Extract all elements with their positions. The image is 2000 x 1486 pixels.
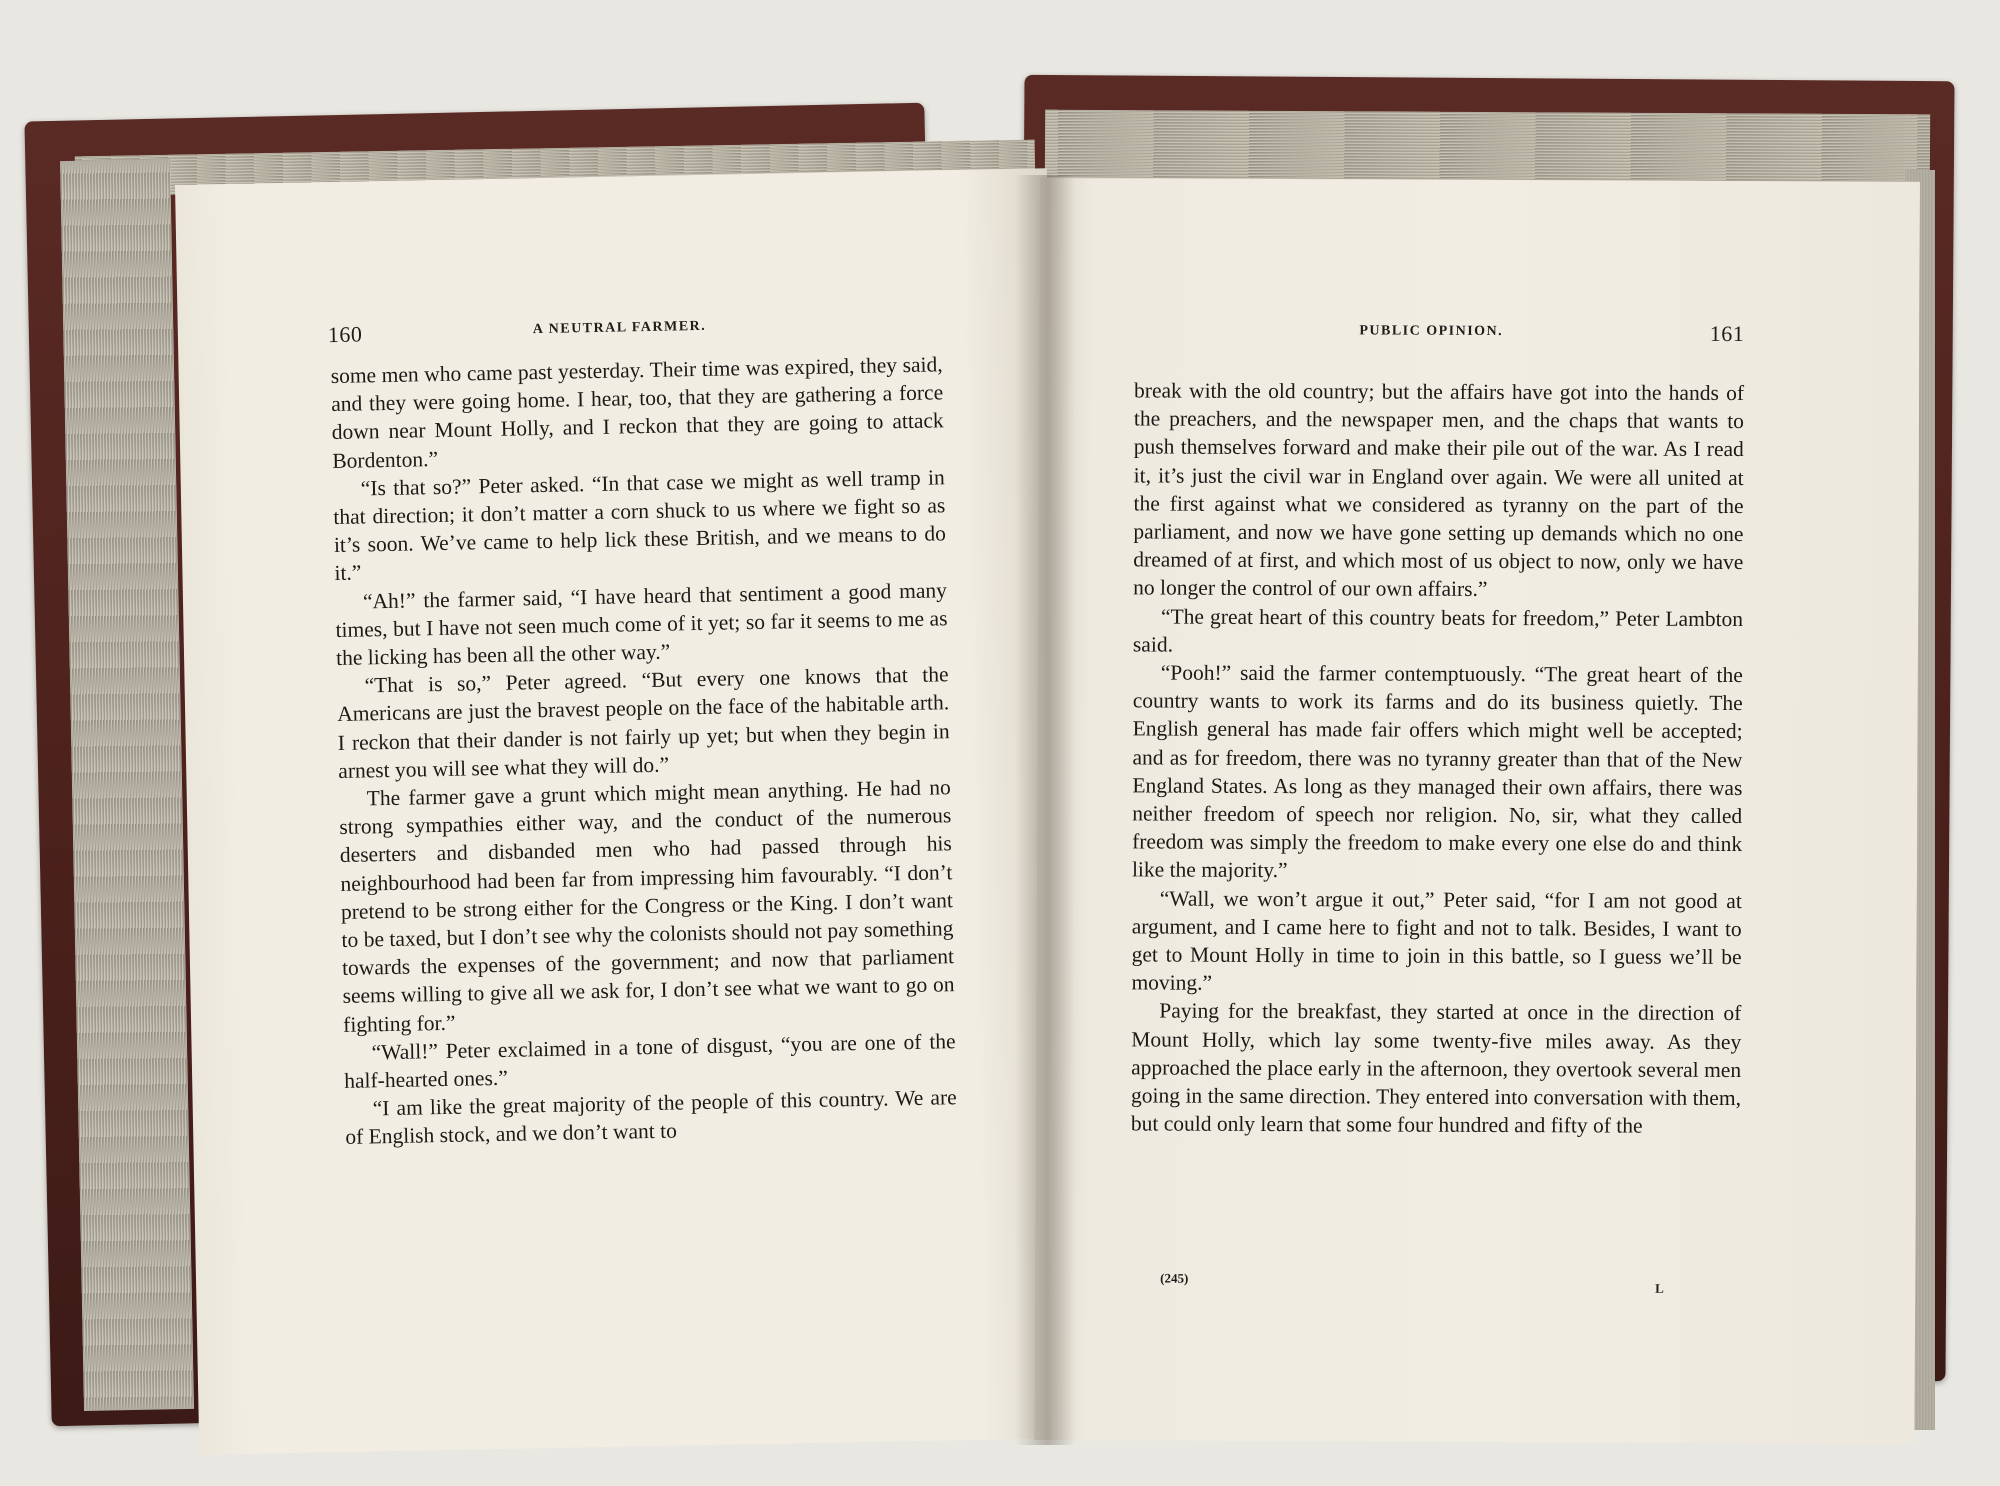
left-page-header (327, 311, 928, 348)
paragraph: “Is that so?” Peter asked. “In that case we might as well tramp in that direction; it don’t matter a corn shuck to us where we fight so as it’s soon. We’ve came to help lick these British, and we means to do it.” (333, 465, 947, 586)
paragraph: “I am like the great majority of the people of this country. We are of English stock, and we don’t want to (345, 1085, 957, 1150)
right-page-number: 161 (1709, 320, 1745, 347)
paragraph: “Ah!” the farmer said, “I have heard that sentiment a good many times, but I have not seen much come of it yet; so far it seems to me as the licking has been all the other way.” (335, 577, 948, 671)
left-page-text (330, 350, 957, 1151)
paragraph: some men who came past yesterday. Their time was expired, they said, and they were going home. I hear, too, that they are gathering a force down near Mount Holly, and I reckon that they are going to attack Bordenton.” (330, 352, 944, 473)
signature-letter: L (1655, 1280, 1664, 1296)
signature-mark: (245) (1160, 1270, 1189, 1286)
right-page-text (1131, 376, 1744, 1140)
paragraph: “Wall, we won’t argue it out,” Peter said, “for I am not good at argument, and I came here to fight and not to talk. Besides, I want to get to Mount Holly in time to join in this battle, so I guess we’ll be moving.” (1131, 886, 1742, 996)
paragraph: Paying for the breakfast, they started at once in the direction of Mount Holly, which lay some twenty-five miles away. As they approached the place early in the afternoon, they overtook several men going in the same direction. They entered into conversation with them, but could only learn that some four hundred and fifty of the (1130, 998, 1742, 1138)
paragraph: break with the old country; but the affairs have got into the hands of the preachers, and the newspaper men, and the chaps that wants to push themselves forward and make their pile out of the war. As I read it, it’s just the civil war in England over again. We were all united at the first against what we considered as tyranny on the part of the parliament, and now we have gone setting up demands which no one dreamed of at first, and which most of us object to now, only we have no longer the control of our own affairs.” (1133, 378, 1745, 602)
left-page-number: 160 (327, 321, 363, 348)
right-page-header (1134, 318, 1745, 347)
right-page (1034, 178, 1919, 1444)
paragraph: “That is so,” Peter agreed. “But every one knows that the Americans are just the bravest people on the face of the habitable arth. I reckon that their dander is not fairly up yet; but when they begin in arnest you will see what they will do.” (336, 662, 950, 783)
right-running-head: PUBLIC OPINION. (1359, 323, 1504, 340)
right-page-stack-top (1045, 110, 1930, 187)
paragraph: “The great heart of this country beats for freedom,” Peter Lambton said. (1132, 604, 1744, 657)
paragraph: “Pooh!” said the farmer contemptuously. “The great heart of the country wants to work its farms and do its business quietly. The English general has made fair offers which might well be accepted; and as for freedom, there was no tyranny greater than that of the New England States. As long as they managed their own affairs, there was neither freedom of speech nor religion. No, sir, what they called freedom was simply the freedom to make every one else do and think like the majority.” (1131, 660, 1743, 883)
left-running-head: A NEUTRAL FARMER. (532, 318, 707, 338)
left-page (175, 168, 1071, 1455)
paragraph: The farmer gave a grunt which might mean anything. He had no strong sympathies either way, and the conduct of the numerous deserters and disbanded men who had passed through his neighbourhood had been far from impressing him favourably. “I don’t pretend to be strong either for the Congress or the King. I don’t want to be taxed, but I don’t see why the colonists should not pay something towards the expenses of the government; and now that parliament seems willing to give all we ask for, I don’t see what we want to go on fighting for.” (339, 775, 955, 1037)
paragraph: “Wall!” Peter exclaimed in a tone of disgust, “you are one of the half-hearted ones.” (344, 1029, 956, 1093)
gutter-shadow (1015, 175, 1075, 1445)
